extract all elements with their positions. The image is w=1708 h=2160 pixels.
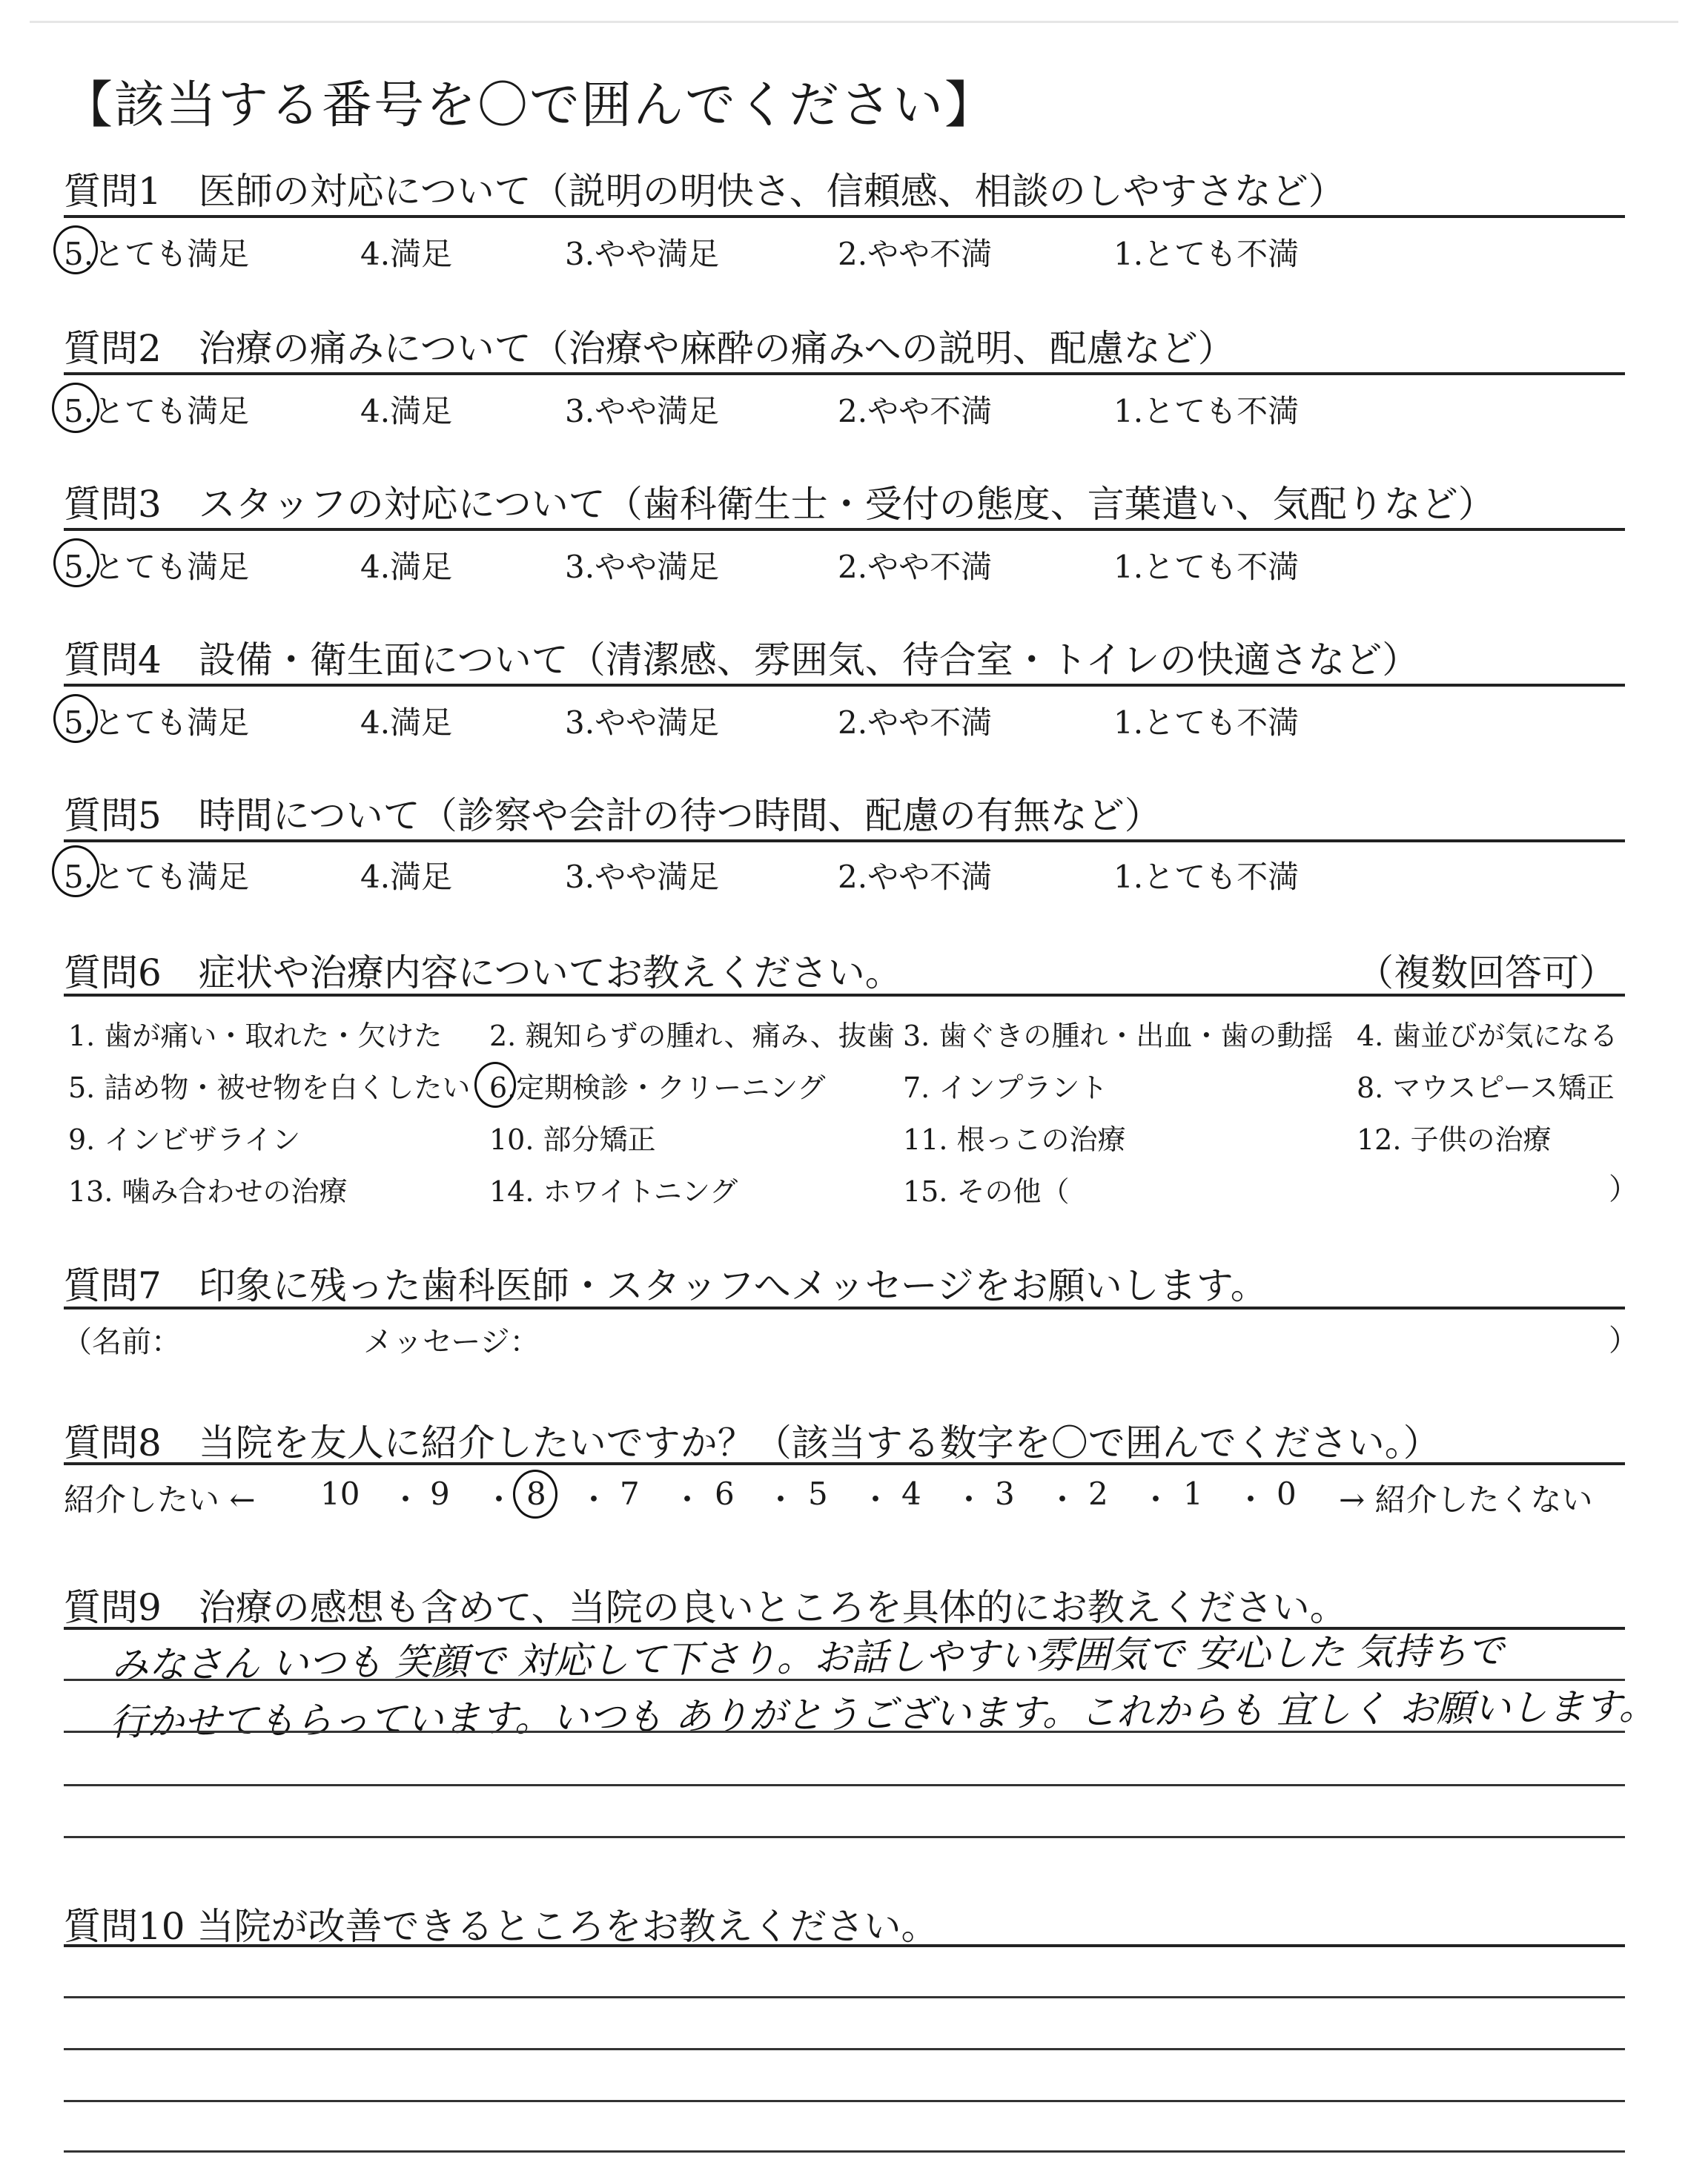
- q6-item-9[interactable]: 9. インビザライン: [68, 1123, 301, 1156]
- q6-item-3[interactable]: 3. 歯ぐきの腫れ・出血・歯の動揺: [903, 1020, 1334, 1052]
- q6-item-4[interactable]: 4. 歯並びが気になる: [1357, 1020, 1618, 1052]
- answer-line: [64, 2048, 1625, 2050]
- q3-rule: [64, 528, 1625, 531]
- q2-option-2[interactable]: 2.やや不満: [838, 393, 993, 429]
- q8-right-label: → 紹介したくない: [1339, 1482, 1593, 1518]
- q8-dot: ・: [390, 1482, 422, 1518]
- q7-message-label: メッセージ：: [363, 1325, 540, 1359]
- q8-dot: ・: [483, 1482, 515, 1518]
- q8-value-4[interactable]: 4: [901, 1476, 921, 1512]
- q3-option-1[interactable]: 1.とても不満: [1113, 549, 1300, 585]
- q4-option-4[interactable]: 4.満足: [360, 704, 453, 741]
- q4-option-2[interactable]: 2.やや不満: [838, 704, 993, 741]
- q8-value-5[interactable]: 5: [808, 1476, 828, 1512]
- q7-title: 質問7 印象に残った歯科医師・スタッフへメッセージをお願いします。: [64, 1264, 1268, 1307]
- q1-option-4[interactable]: 4.満足: [360, 236, 453, 272]
- q2-option-3[interactable]: 3.やや満足: [565, 393, 720, 429]
- q2-title: 質問2 治療の痛みについて（治療や麻酔の痛みへの説明、配慮など）: [64, 327, 1235, 370]
- q6-item-6[interactable]: 6.定期検診・クリーニング: [489, 1071, 826, 1104]
- q1-option-2[interactable]: 2.やや不満: [838, 236, 993, 272]
- q8-dot: ・: [860, 1482, 892, 1518]
- q6-item-1[interactable]: 1. 歯が痛い・取れた・欠けた: [68, 1020, 443, 1052]
- q6-item-14[interactable]: 14. ホワイトニング: [489, 1175, 738, 1208]
- top-edge-line: [30, 21, 1678, 23]
- selection-circle: [52, 845, 99, 897]
- q6-item-12[interactable]: 12. 子供の治療: [1357, 1123, 1552, 1156]
- q6-item-13[interactable]: 13. 噛み合わせの治療: [68, 1175, 348, 1208]
- q6-item-11[interactable]: 11. 根っこの治療: [903, 1123, 1126, 1156]
- q8-dot: ・: [1140, 1482, 1172, 1518]
- answer-line: [64, 1836, 1625, 1838]
- q3-option-2[interactable]: 2.やや不満: [838, 549, 993, 585]
- q8-value-1[interactable]: 1: [1183, 1476, 1203, 1512]
- q1-option-3[interactable]: 3.やや満足: [565, 236, 720, 272]
- q4-option-3[interactable]: 3.やや満足: [565, 704, 720, 741]
- q8-dot: ・: [578, 1482, 610, 1518]
- q8-left-label: 紹介したい ←: [64, 1482, 256, 1518]
- q5-option-3[interactable]: 3.やや満足: [565, 859, 720, 895]
- q8-dot: ・: [1235, 1482, 1267, 1518]
- q8-scale: [64, 1476, 1625, 1520]
- selection-circle: [53, 538, 99, 587]
- q6-item-7[interactable]: 7. インプラント: [903, 1071, 1108, 1104]
- answer-line: [64, 2150, 1625, 2153]
- selection-circle: [513, 1470, 557, 1519]
- q1-rule: [64, 215, 1625, 218]
- answer-line: [64, 1996, 1625, 1998]
- q8-value-3[interactable]: 3: [995, 1476, 1015, 1512]
- q6-item-15[interactable]: 15. その他（: [903, 1175, 1070, 1208]
- q8-dot: ・: [953, 1482, 985, 1518]
- q10-title: 質問10 当院が改善できるところをお教えください。: [64, 1905, 939, 1948]
- q6-item-5[interactable]: 5. 詰め物・被せ物を白くしたい: [68, 1071, 471, 1104]
- q7-rule: [64, 1307, 1625, 1309]
- q8-dot: ・: [672, 1482, 704, 1518]
- q4-option-5[interactable]: 5.とても満足: [64, 704, 250, 741]
- q4-title: 質問4 設備・衛生面について（清潔感、雰囲気、待合室・トイレの快適さなど）: [64, 638, 1420, 681]
- q8-value-0[interactable]: 0: [1277, 1476, 1297, 1512]
- q6-rule: [64, 994, 1625, 997]
- q8-title: 質問8 当院を友人に紹介したいですか？（該当する数字を〇で囲んでください。）: [64, 1421, 1440, 1464]
- q2-option-1[interactable]: 1.とても不満: [1113, 393, 1300, 429]
- q7-name-label: （名前：: [62, 1325, 181, 1359]
- answer-line: [64, 2100, 1625, 2102]
- selection-circle: [53, 225, 98, 274]
- q1-option-5[interactable]: 5.とても満足: [64, 236, 250, 272]
- q8-rule: [64, 1462, 1625, 1465]
- q5-option-4[interactable]: 4.満足: [360, 859, 453, 895]
- answer-line: [64, 1784, 1625, 1786]
- q9-title: 質問9 治療の感想も含めて、当院の良いところを具体的にお教えください。: [64, 1586, 1347, 1629]
- q10-rule: [64, 1944, 1625, 1947]
- q9-handwritten-answer-line-1: みなさん いつも 笑顔で 対応して下さり。お話しやすい雰囲気で 安心した 気持ちで: [110, 1629, 1505, 1687]
- q3-option-4[interactable]: 4.満足: [360, 549, 453, 585]
- q8-value-10[interactable]: 10: [320, 1476, 360, 1512]
- q8-value-9[interactable]: 9: [430, 1476, 450, 1512]
- q6-other-close-paren: ）: [1609, 1172, 1638, 1206]
- page-heading: 【該当する番号を〇で囲んでください】: [62, 76, 997, 135]
- q8-value-6[interactable]: 6: [715, 1476, 735, 1512]
- q5-option-2[interactable]: 2.やや不満: [838, 859, 993, 895]
- q8-dot: ・: [765, 1482, 797, 1518]
- q8-value-8[interactable]: 8: [526, 1476, 546, 1512]
- q6-title: 質問6 症状や治療内容についてお教えください。: [64, 951, 902, 994]
- q2-option-4[interactable]: 4.満足: [360, 393, 453, 429]
- q6-item-8[interactable]: 8. マウスピース矯正: [1357, 1071, 1615, 1104]
- q8-value-7[interactable]: 7: [620, 1476, 640, 1512]
- q5-option-1[interactable]: 1.とても不満: [1113, 859, 1300, 895]
- q3-title: 質問3 スタッフの対応について（歯科衛生士・受付の態度、言葉遣い、気配りなど）: [64, 483, 1495, 526]
- q8-value-2[interactable]: 2: [1088, 1476, 1108, 1512]
- q5-option-5[interactable]: 5.とても満足: [64, 859, 250, 895]
- selection-circle: [53, 694, 98, 743]
- q2-rule: [64, 372, 1625, 375]
- q1-option-1[interactable]: 1.とても不満: [1113, 236, 1300, 272]
- q5-title: 質問5 時間について（診察や会計の待つ時間、配慮の有無など）: [64, 794, 1162, 837]
- q9-handwritten-answer-line-2: 行かせてもらっています。いつも ありがとうございます。これからも 宜しく お願いします。: [109, 1685, 1656, 1744]
- q4-rule: [64, 684, 1625, 687]
- q3-option-3[interactable]: 3.やや満足: [565, 549, 720, 585]
- selection-circle: [474, 1062, 516, 1108]
- q6-multi-answer-note: （複数回答可）: [1357, 951, 1616, 994]
- q7-close-paren: ）: [1609, 1324, 1638, 1358]
- answer-line: [64, 1731, 1625, 1733]
- q5-rule: [64, 839, 1625, 842]
- q6-item-10[interactable]: 10. 部分矯正: [489, 1123, 656, 1156]
- q8-dot: ・: [1047, 1482, 1079, 1518]
- q2-option-5[interactable]: 5.とても満足: [64, 393, 250, 429]
- q3-option-5[interactable]: 5.とても満足: [64, 549, 250, 585]
- q1-title: 質問1 医師の対応について（説明の明快さ、信頼感、相談のしやすさなど）: [64, 170, 1345, 213]
- q4-option-1[interactable]: 1.とても不満: [1113, 704, 1300, 741]
- q6-item-2[interactable]: 2. 親知らずの腫れ、痛み、抜歯: [489, 1020, 895, 1052]
- selection-circle: [52, 383, 99, 433]
